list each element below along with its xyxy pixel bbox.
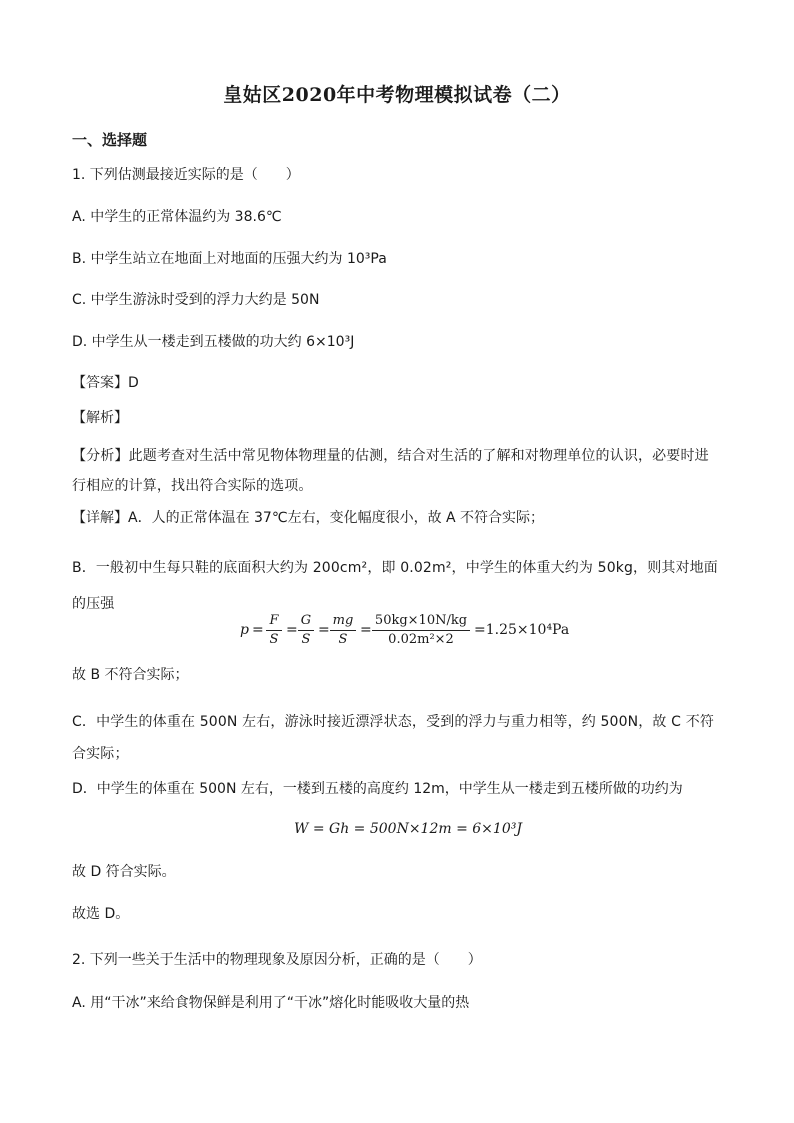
formula-b-frac-2-den: S — [301, 632, 311, 647]
exam-title: 皇姑区2020年中考物理模拟试卷（二） — [223, 84, 571, 106]
detail-b: B．一般初中生每只鞋的底面积大约为 200cm²，即 0.02m²，中学生的体重大约为 50kg，则其对地面的压强 — [72, 560, 718, 612]
answer-value: D — [128, 375, 139, 391]
question-1-option-a: A. 中学生的正常体温约为 38.6℃ — [72, 209, 282, 225]
formula-b-frac-1-den: S — [269, 632, 279, 647]
formula-b-frac-2-num: G — [298, 612, 314, 631]
formula-b-eq-1: = — [252, 622, 264, 638]
formula-b-frac-3-den: S — [338, 632, 348, 647]
formula-b-frac-1-num: F — [266, 612, 282, 631]
formula-b-frac-4-num: 50kg×10N/kg — [372, 612, 470, 631]
answer-label: 【答案】 — [72, 375, 128, 391]
formula-b-p: p — [240, 622, 249, 638]
formula-b-eq-4: = — [360, 622, 372, 638]
detail-a: 【详解】A．人的正常体温在 37℃左右，变化幅度很小，故 A 不符合实际； — [72, 510, 545, 526]
formula-b-frac-3 — [330, 612, 356, 649]
question-2-stem: 2. 下列一些关于生活中的物理现象及原因分析，正确的是（ ） — [72, 952, 482, 968]
section-heading: 一、选择题 — [72, 131, 148, 149]
formula-b-eq-3: = — [318, 622, 330, 638]
formula-b-frac-2 — [298, 612, 314, 649]
question-1-option-d: D. 中学生从一楼走到五楼做的功大约 6×10³J — [72, 334, 355, 350]
formula-d: W = Gh = 500N×12m = 6×10³J — [294, 821, 522, 837]
formula-b-frac-3-num: mg — [330, 612, 356, 631]
question-2-option-a: A. 用“干冰”来给食物保鲜是利用了“干冰”熔化时能吸收大量的热 — [72, 995, 470, 1011]
analysis-text: 【分析】此题考查对生活中常见物体物理量的估测，结合对生活的了解和对物理单位的认识，必要时进行相应的计算，找出符合实际的选项。 — [72, 448, 709, 494]
conclusion-d: 故 D 符合实际。 — [72, 864, 176, 880]
question-1-stem: 1. 下列估测最接近实际的是（ ） — [72, 167, 300, 183]
formula-b-frac-1 — [266, 612, 282, 649]
question-1-option-b: B. 中学生站立在地面上对地面的压强大约为 10³Pa — [72, 251, 387, 267]
detail-d: D．中学生的体重在 500N 左右，一楼到五楼的高度约 12m，中学生从一楼走到五楼所做的功约为 — [72, 781, 683, 797]
final-answer: 故选 D。 — [72, 906, 130, 922]
answer-line — [72, 373, 139, 393]
formula-b-result: =1.25×10⁴Pa — [474, 622, 570, 638]
analysis-label: 【解析】 — [72, 410, 128, 426]
detail-c: C．中学生的体重在 500N 左右，游泳时接近漂浮状态，受到的浮力与重力相等，约 500N，故 C 不符合实际； — [72, 714, 714, 762]
question-1-option-c: C. 中学生游泳时受到的浮力大约是 50N — [72, 292, 320, 308]
formula-b-frac-4-den: 0.02m²×2 — [388, 632, 454, 647]
formula-b-frac-4 — [372, 612, 470, 649]
conclusion-b: 故 B 不符合实际； — [72, 667, 189, 683]
formula-b-eq-2: = — [286, 622, 298, 638]
